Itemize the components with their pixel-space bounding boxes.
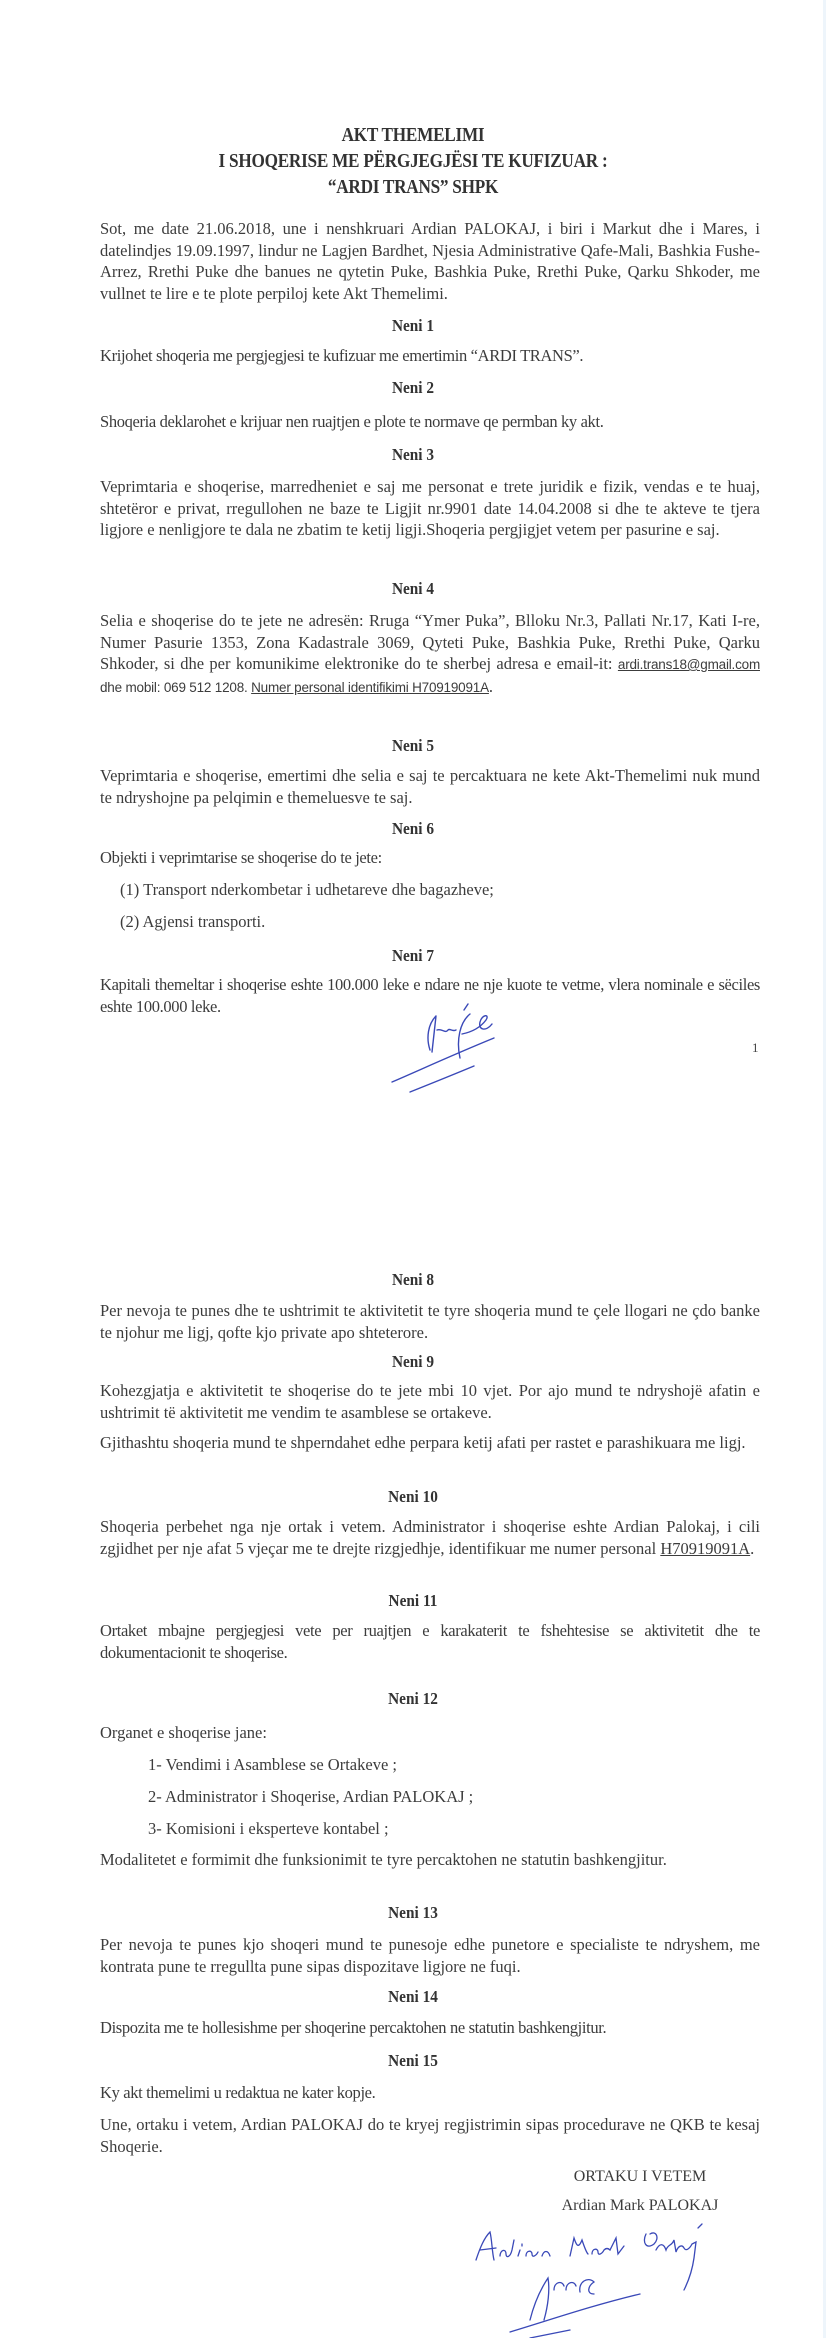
handwritten-name-signature (470, 2220, 770, 2338)
article-11-text: Ortaket mbajne pergjegjesi vete per ruajtjen e karakaterit te fshehtesise se aktivitetit dhe te dokumentacionit te shoqerise. (100, 1621, 760, 1662)
article-6-item-1: (1) Transport nderkombetar i udhetareve dhe bagazheve; (120, 880, 494, 899)
article-2-text: Shoqeria deklarohet e krijuar nen ruajtjen e plote te normave qe permban ky akt. (100, 412, 604, 431)
article-1-heading: Neni 1 (391, 316, 435, 335)
page-1 (0, 0, 826, 1120)
personal-id: Numer personal identifikimi H70919091A (251, 679, 489, 695)
article-6-text: Objekti i veprimtarise se shoqerise do te jete: (100, 848, 382, 867)
article-10-heading: Neni 10 (388, 1487, 438, 1506)
article-1-text: Krijohet shoqeria me pergjegjesi te kufizuar me emertimin “ARDI TRANS”. (100, 346, 584, 365)
article-10-body: Shoqeria perbehet nga nje ortak i vetem. Administrator i shoqerise eshte Ardian Palokaj, i cili zgjidhet per nje afat 5 vjeçar me te drejte rizgjedhje, identifikuar me numer personal (100, 1517, 760, 1558)
article-2-heading: Neni 2 (391, 378, 435, 397)
article-12-item-2: 2- Administrator i Shoqerise, Ardian PALOKAJ ; (148, 1787, 474, 1806)
article-10-text (100, 1516, 760, 1559)
article-15-text-2: Une, ortaku i vetem, Ardian PALOKAJ do te kryej regjistrimin sipas procedurave ne QKB te kesaj Shoqerie. (100, 2115, 760, 2156)
article-14-text: Dispozita me te hollesishme per shoqerine percaktohen ne statutin bashkengjitur. (100, 2018, 607, 2037)
signatory-name: Ardian Mark PALOKAJ (561, 2197, 719, 2214)
article-6-item-2: (2) Agjensi transporti. (120, 912, 266, 931)
article-10-end: . (750, 1538, 755, 1558)
page-number: 1 (752, 1040, 759, 1055)
article-7-text: Kapitali themeltar i shoqerise eshte 100.000 leke e ndare ne nje kuote te vetme, vlera nominale e sëciles eshte 100.000 leke. (100, 975, 760, 1016)
article-6-heading: Neni 6 (391, 819, 435, 838)
page-2 (0, 1120, 826, 2338)
article-4-text (100, 610, 760, 698)
article-15-text: Ky akt themelimi u redaktua ne kater kopje. (100, 2083, 376, 2102)
article-14-heading: Neni 14 (388, 1987, 438, 2006)
article-9-text: Kohezgjatja e aktivitetit te shoqerise do te jete mbi 10 vjet. Por ajo mund te ndryshojë afatin e ushtrimit të aktivitetit me vendim te asamblese se ortakeve. (100, 1381, 760, 1422)
article-12-item-1: 1- Vendimi i Asamblese se Ortakeve ; (148, 1755, 397, 1774)
article-3-text: Veprimtaria e shoqerise, marredheniet e saj me personat e trete juridik e fizik, vendas e te huaj, shtetëror e privat, rregullohen ne baze te Ligjit nr.9901 date 14.04.2008 si dhe te akteve te tjera ligjore e nenligjore te dala ne zbatim te ketij ligji.Shoqeria pergjigjet vetem per pasurine e saj. (100, 477, 760, 539)
initials-signature (390, 1000, 520, 1095)
article-4-heading: Neni 4 (391, 579, 435, 598)
personal-id-2: H70919091A (660, 1538, 751, 1558)
article-7-heading: Neni 7 (391, 946, 435, 965)
document-title-line-3: “ARDI TRANS” SHPK (327, 176, 499, 198)
signatory-role: ORTAKU I VETEM (573, 2168, 707, 2185)
article-5-heading: Neni 5 (391, 736, 435, 755)
article-4-end: . (488, 676, 494, 696)
mobile-text: dhe mobil: 069 512 1208. (100, 679, 252, 695)
article-15-heading: Neni 15 (388, 2051, 438, 2070)
article-11-heading: Neni 11 (388, 1591, 438, 1610)
intro-paragraph: Sot, me date 21.06.2018, une i nenshkruari Ardian PALOKAJ, i biri i Markut dhe i Mares, i datelindjes 19.09.1997, lindur ne Lagjen Bardhet, Njesia Administrative Qafe-Mali, Bashkia Fushe-Arrez, Rrethi Puke dhe banues ne qytetin Puke, Bashkia Puke, Rrethi Puke, Qarku Shkoder, me vullnet te lire e te plote perpiloj kete Akt Themelimi. (100, 219, 760, 303)
article-9-text-2: Gjithashtu shoqeria mund te shperndahet edhe perpara ketij afati per rastet e parashikuara me ligj. (100, 1433, 746, 1452)
article-8-text: Per nevoja te punes dhe te ushtrimit te aktivitetit te tyre shoqeria mund te çele llogari ne çdo banke te njohur me ligj, qofte kjo private apo shteterore. (100, 1301, 760, 1342)
article-5-text: Veprimtaria e shoqerise, emertimi dhe selia e saj te percaktuara ne kete Akt-Themelimi nuk mund te ndryshojne pa pelqimin e themeluesve te saj. (100, 766, 760, 807)
document-title-line-2: I SHOQERISE ME PËRGJEGJËSI TE KUFIZUAR : (218, 150, 608, 172)
document-title-line-1: AKT THEMELIMI (341, 124, 485, 146)
email-link[interactable]: ardi.trans18@gmail.com (617, 657, 760, 672)
article-4-address: Selia e shoqerise do te jete ne adresën: Rruga “Ymer Puka”, Blloku Nr.3, Pallati Nr.17, Kati I-re, Numer Pasurie 1353, Zona Kadastrale 3069, Qyteti Puke, Bashkia Puke, Rrethi Puke, Qarku Shkoder, si dhe per komunikime elektronike do te sherbej adresa e email-it: (100, 611, 760, 673)
article-13-text: Per nevoja te punes kjo shoqeri mund te punesoje edhe punetore e specialiste te ndryshem, me kontrata pune te rregullta pune sipas dispozitave ligjore ne fuqi. (100, 1935, 760, 1976)
article-3-heading: Neni 3 (391, 445, 435, 464)
article-12-item-3: 3- Komisioni i eksperteve kontabel ; (148, 1819, 389, 1838)
article-13-heading: Neni 13 (388, 1903, 438, 1922)
article-12-text-2: Modalitetet e formimit dhe funksionimit te tyre percaktohen ne statutin bashkengjitur. (100, 1850, 667, 1869)
article-9-heading: Neni 9 (391, 1352, 435, 1371)
article-12-heading: Neni 12 (388, 1689, 438, 1708)
article-8-heading: Neni 8 (391, 1270, 435, 1289)
article-12-text: Organet e shoqerise jane: (100, 1723, 267, 1742)
